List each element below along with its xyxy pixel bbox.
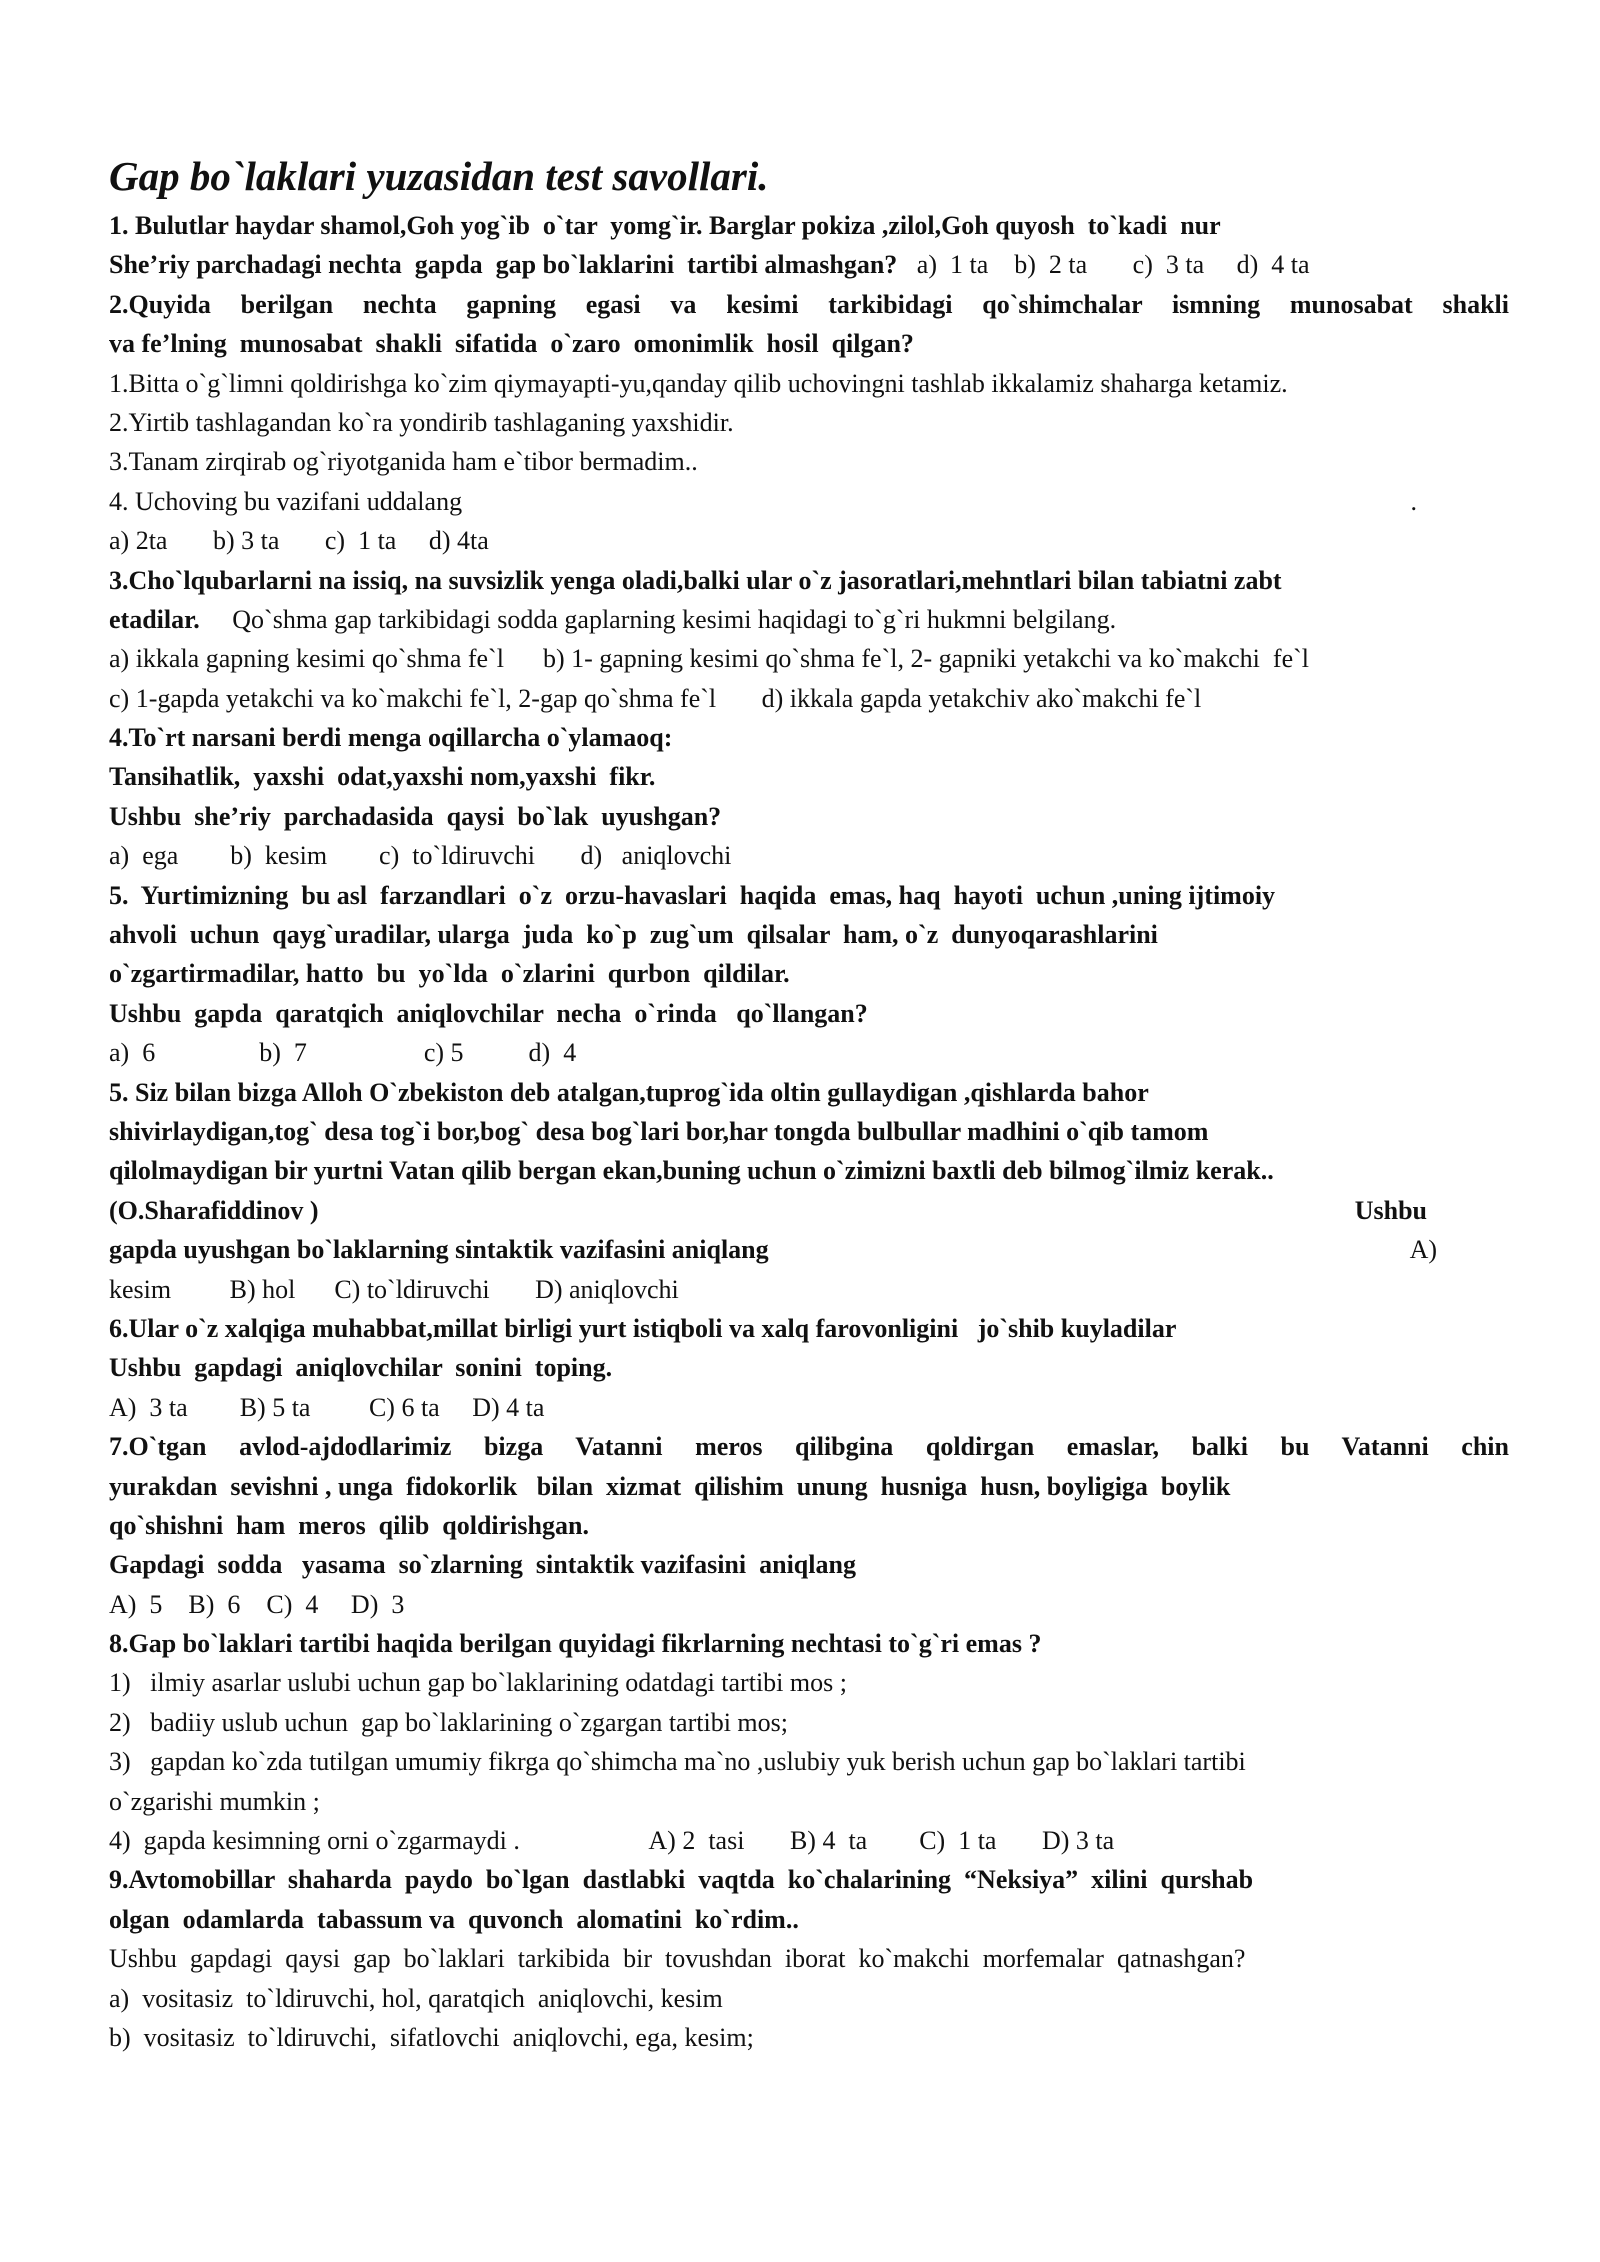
line-text: 4.To`rt narsani berdi menga oqillarcha o`ylamaoq: [109, 723, 673, 753]
line-text: kesim B) hol C) to`ldiruvchi D) aniqlovchi [109, 1274, 679, 1304]
document-title: Gap bo`laklari yuzasidan test savollari. [109, 153, 769, 199]
document-page [109, 150, 1509, 2057]
line-text: Ushbu gapda qaratqich aniqlovchilar necha o`rinda qo`llangan? [109, 998, 868, 1028]
line-text: gapda uyushgan bo`laklarning sintaktik vazifasini aniqlang [109, 1235, 769, 1265]
text-line [109, 1585, 1509, 1624]
line-text: shivirlaydigan,tog` desa tog`i bor,bog` desa bog`lari bor,har tongda bulbullar madhini o`qib tamom [109, 1116, 1209, 1146]
line-text: 5. Yurtimizning bu asl farzandlari o`z orzu-havaslari haqida emas, haq hayoti uchun ,uning ijtimoiy [109, 880, 1276, 910]
line-text: 3) gapdan ko`zda tutilgan umumiy fikrga qo`shimcha ma`no ,uslubiy yuk berish uchun gap bo`laklari tartibi [109, 1747, 1246, 1777]
line-text: va fe’lning munosabat shakli sifatida o`zaro omonimlik hosil qilgan? [109, 329, 914, 359]
text-line [109, 521, 1509, 560]
line-text: c) 1-gapda yetakchi va ko`makchi fe`l, 2-gap qo`shma fe`l d) ikkala gapda yetakchiv ako`makchi fe`l [109, 683, 1202, 713]
text-line [109, 324, 1509, 363]
text-line [109, 1073, 1509, 1112]
line-text: A) 3 ta B) 5 ta C) 6 ta D) 4 ta [109, 1392, 545, 1422]
text-line [109, 1191, 1509, 1230]
text-line [109, 876, 1509, 915]
text-line [109, 679, 1509, 718]
line-text: 4) gapda kesimning orni o`zgarmaydi . A) 2 tasi B) 4 ta C) 1 ta D) 3 ta [109, 1826, 1115, 1856]
text-line [109, 245, 1509, 284]
text-line [109, 285, 1509, 324]
line-text: 3.Tanam zirqirab og`riyotganida ham e`tibor bermadim.. [109, 447, 698, 477]
text-line [109, 1112, 1509, 1151]
line-text: 9.Avtomobillar shaharda paydo bo`lgan dastlabki vaqtda ko`chalarining “Neksiya” xilini qurshab [109, 1865, 1254, 1895]
line-text: a) ega b) kesim c) to`ldiruvchi d) aniqlovchi [109, 841, 732, 871]
text-line [109, 954, 1509, 993]
text-line [109, 1624, 1509, 1663]
text-line [109, 1309, 1509, 1348]
text-line [109, 1900, 1509, 1939]
line-text: 2.Quyida berilgan nechta gapning egasi va kesimi tarkibidagi qo`shimchalar ismning munosabat shakli [109, 289, 1509, 319]
line-text: a) vositasiz to`ldiruvchi, hol, qaratqich aniqlovchi, kesim [109, 1983, 723, 2013]
text-line [109, 915, 1509, 954]
line-text: She’riy parchadagi nechta gapda gap bo`laklarini tartibi almashgan? [109, 250, 898, 280]
text-line [109, 1742, 1509, 1781]
text-line [109, 1545, 1509, 1584]
line-text: A) 5 B) 6 C) 4 D) 3 [109, 1589, 405, 1619]
text-line [109, 1939, 1509, 1978]
line-text: 2) badiiy uslub uchun gap bo`laklarining o`zgargan tartibi mos; [109, 1707, 788, 1737]
line-text: 1) ilmiy asarlar uslubi uchun gap bo`laklarining odatdagi tartibi mos ; [109, 1668, 847, 1698]
text-line [109, 1782, 1509, 1821]
text-line [109, 442, 1509, 481]
text-line [109, 1467, 1509, 1506]
line-text: a) ikkala gapning kesimi qo`shma fe`l b) 1- gapning kesimi qo`shma fe`l, 2- gapniki yetakchi va ko`makchi fe`l [109, 644, 1309, 674]
line-text: b) vositasiz to`ldiruvchi, sifatlovchi aniqlovchi, ega, kesim; [109, 2022, 754, 2052]
line-text: 4. Uchoving bu vazifani uddalang [109, 486, 463, 516]
line-tail-text: Qo`shma gap tarkibidagi sodda gaplarning kesimi haqidagi to`g`ri hukmni belgilang. [199, 604, 1117, 634]
text-line [109, 1033, 1509, 1072]
line-text: Ushbu she’riy parchadasida qaysi bo`lak uyushgan? [109, 801, 722, 831]
text-line [109, 836, 1509, 875]
text-line [109, 206, 1509, 245]
text-line [109, 600, 1509, 639]
text-line [109, 2018, 1509, 2057]
line-text: olgan odamlarda tabassum va quvonch alomatini ko`rdim.. [109, 1904, 799, 1934]
line-text: ahvoli uchun qayg`uradilar, ularga juda ko`p zug`um qilsalar ham, o`z dunyoqarashlarini [109, 920, 1158, 950]
line-text: 5. Siz bilan bizga Alloh O`zbekiston deb atalgan,tuprog`ida oltin gullaydigan ,qishlarda bahor [109, 1077, 1149, 1107]
text-line [109, 994, 1509, 1033]
text-line [109, 482, 1509, 521]
line-text: 7.O`tgan avlod-ajdodlarimiz bizga Vatanni meros qilibgina qoldirgan emaslar, balki bu Vatanni chin [109, 1432, 1509, 1462]
line-text: a) 2ta b) 3 ta c) 1 ta d) 4ta [109, 526, 489, 556]
line-text: Gapdagi sodda yasama so`zlarning sintaktik vazifasini aniqlang [109, 1550, 856, 1580]
text-line [109, 718, 1509, 757]
line-text: 6.Ular o`z xalqiga muhabbat,millat birligi yurt istiqboli va xalq farovonligini jo`shib kuyladilar [109, 1313, 1177, 1343]
text-line [109, 1427, 1509, 1466]
line-text: (O.Sharafiddinov ) [109, 1195, 319, 1225]
line-text: Ushbu gapdagi qaysi gap bo`laklari tarkibida bir tovushdan iborat ko`makchi morfemalar qatnashgan? [109, 1944, 1246, 1974]
line-text: o`zgartirmadilar, hatto bu yo`lda o`zlarini qurbon qildilar. [109, 959, 790, 989]
line-text: a) 6 b) 7 c) 5 d) 4 [109, 1038, 577, 1068]
text-line [109, 757, 1509, 796]
text-line [109, 639, 1509, 678]
text-line [109, 561, 1509, 600]
line-text: 3.Cho`lqubarlarni na issiq, na suvsizlik yenga oladi,balki ular o`z jasoratlari,mehntlari bilan tabiatni zabt [109, 565, 1282, 595]
text-line [109, 1506, 1509, 1545]
text-line [109, 797, 1509, 836]
line-right-text: Ushbu [1354, 1195, 1427, 1225]
line-text: etadilar. [109, 604, 200, 634]
text-line [109, 1270, 1509, 1309]
text-line [109, 1348, 1509, 1387]
line-text: yurakdan sevishni , unga fidokorlik bilan xizmat qilishim unung husniga husn, boyligiga boylik [109, 1471, 1231, 1501]
text-line [109, 1663, 1509, 1702]
line-text: 2.Yirtib tashlagandan ko`ra yondirib tashlaganing yaxshidir. [109, 407, 734, 437]
line-text: 1. Bulutlar haydar shamol,Goh yog`ib o`tar yomg`ir. Barglar pokiza ,zilol,Goh quyosh to`kadi nur [109, 211, 1221, 240]
line-text: Tansihatlik, yaxshi odat,yaxshi nom,yaxshi fikr. [109, 762, 656, 792]
text-line [109, 1230, 1509, 1269]
text-line [109, 1860, 1509, 1899]
line-text: 8.Gap bo`laklari tartibi haqida berilgan quyidagi fikrlarning nechtasi to`g`ri emas ? [109, 1629, 1042, 1659]
text-line [109, 1821, 1509, 1860]
line-text: 1.Bitta o`g`limni qoldirishga ko`zim qiymayapti-yu,qanday qilib uchovingni tashlab ikkalamiz shaharga ketamiz. [109, 368, 1288, 398]
line-text: o`zgarishi mumkin ; [109, 1786, 320, 1816]
text-line [109, 403, 1509, 442]
text-line [109, 1703, 1509, 1742]
line-text: Ushbu gapdagi aniqlovchilar sonini toping. [109, 1353, 613, 1383]
line-text: qo`shishni ham meros qilib qoldirishgan. [109, 1510, 589, 1540]
line-text: qilolmaydigan bir yurtni Vatan qilib bergan ekan,buning uchun o`zimizni baxtli deb bilmog`ilmiz kerak.. [109, 1156, 1274, 1186]
text-line [109, 1388, 1509, 1427]
text-line [109, 1151, 1509, 1190]
text-line [109, 1979, 1509, 2018]
line-right-text: A) [1409, 1235, 1437, 1265]
line-right-text: . [1410, 486, 1417, 516]
line-tail-text: a) 1 ta b) 2 ta c) 3 ta d) 4 ta [897, 250, 1310, 280]
text-line [109, 364, 1509, 403]
document-body [109, 206, 1509, 2057]
